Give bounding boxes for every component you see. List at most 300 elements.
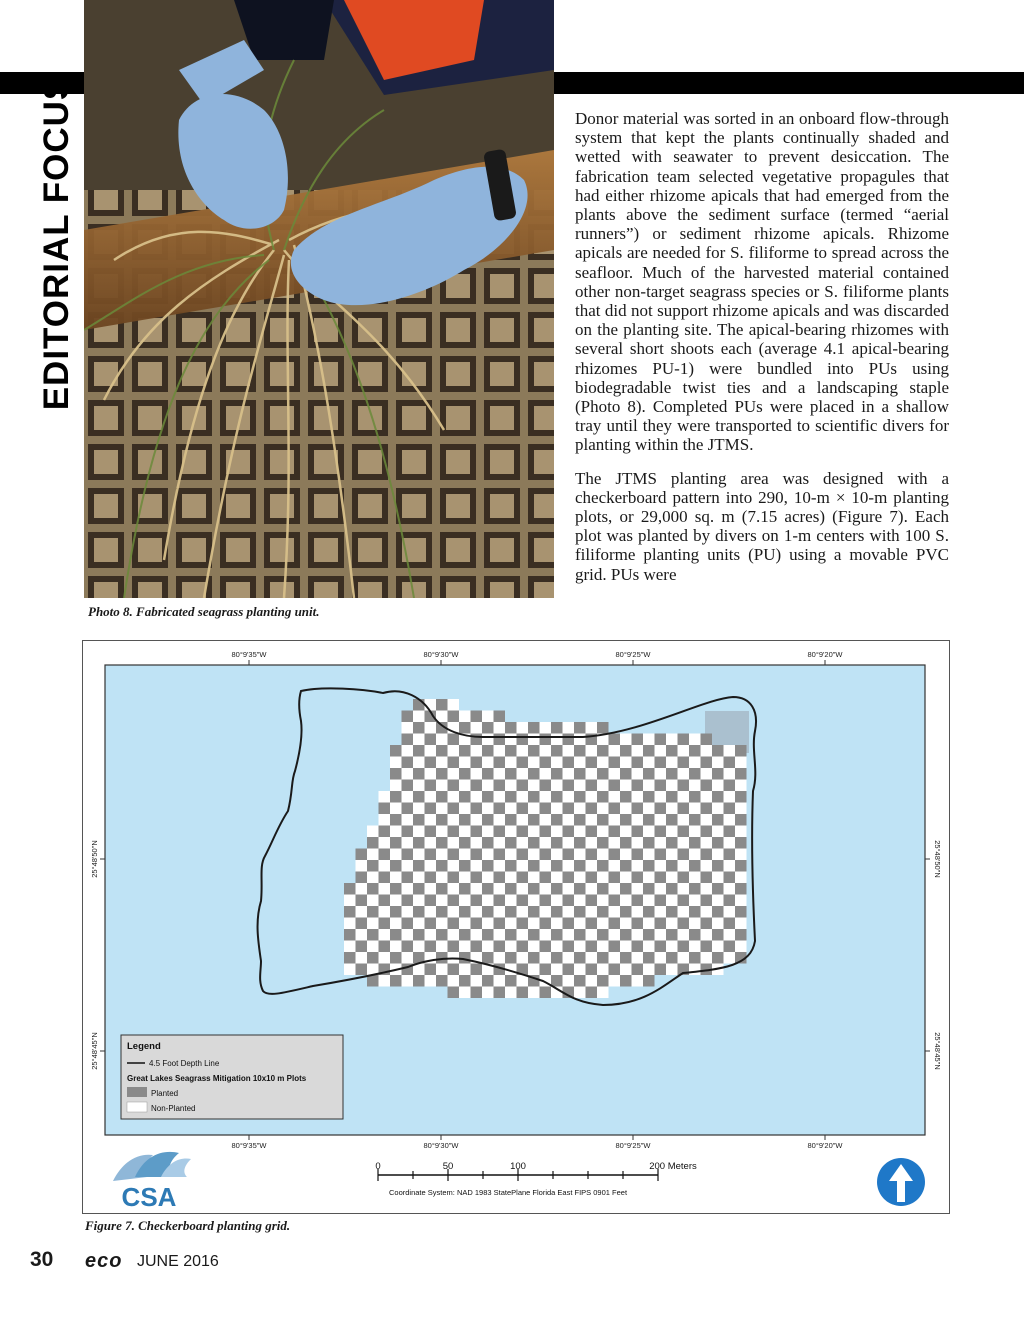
planted-plot: [356, 918, 368, 930]
planted-plot: [379, 918, 391, 930]
non-planted-plot: [425, 814, 437, 826]
planted-plot: [609, 849, 621, 861]
planted-plot: [413, 837, 425, 849]
seagrass-photo: [84, 0, 554, 598]
non-planted-plot: [712, 849, 724, 861]
non-planted-plot: [517, 883, 529, 895]
non-planted-plot: [344, 918, 356, 930]
planted-plot: [689, 929, 701, 941]
non-planted-plot: [609, 883, 621, 895]
planted-plot: [390, 837, 402, 849]
planted-plot: [448, 964, 460, 976]
non-planted-plot: [448, 837, 460, 849]
planted-plot: [482, 722, 494, 734]
planted-plot: [528, 906, 540, 918]
non-planted-plot: [459, 987, 471, 999]
non-planted-plot: [574, 826, 586, 838]
non-planted-plot: [482, 711, 494, 723]
planted-plot: [597, 975, 609, 987]
non-planted-plot: [689, 849, 701, 861]
planted-plot: [620, 837, 632, 849]
planted-plot: [666, 929, 678, 941]
planted-plot: [632, 872, 644, 884]
non-planted-plot: [528, 895, 540, 907]
non-planted-plot: [517, 952, 529, 964]
non-planted-plot: [609, 952, 621, 964]
non-planted-plot: [655, 952, 667, 964]
planted-plot: [494, 872, 506, 884]
planted-plot: [620, 814, 632, 826]
non-planted-plot: [574, 872, 586, 884]
planted-plot: [448, 757, 460, 769]
planted-plot: [413, 699, 425, 711]
planted-plot: [712, 791, 724, 803]
non-planted-plot: [551, 734, 563, 746]
planted-plot: [402, 711, 414, 723]
planted-plot: [436, 883, 448, 895]
planted-plot: [413, 906, 425, 918]
planted-plot: [735, 883, 747, 895]
non-planted-plot: [712, 941, 724, 953]
planted-plot: [494, 803, 506, 815]
non-planted-plot: [425, 745, 437, 757]
non-planted-plot: [586, 929, 598, 941]
coordinate-system: Coordinate System: NAD 1983 StatePlane Florida East FIPS 0901 Feet: [389, 1188, 628, 1197]
planted-plot: [574, 814, 586, 826]
planted-plot: [551, 837, 563, 849]
non-planted-plot: [735, 941, 747, 953]
planted-plot: [551, 952, 563, 964]
non-planted-plot: [356, 906, 368, 918]
non-planted-plot: [459, 849, 471, 861]
non-planted-plot: [379, 883, 391, 895]
non-planted-plot: [574, 803, 586, 815]
non-planted-plot: [540, 722, 552, 734]
planted-plot: [482, 860, 494, 872]
planted-plot: [655, 918, 667, 930]
non-planted-plot: [436, 872, 448, 884]
non-planted-plot: [528, 757, 540, 769]
planted-plot: [689, 814, 701, 826]
non-planted-plot: [574, 895, 586, 907]
planted-plot: [436, 837, 448, 849]
non-planted-plot: [413, 803, 425, 815]
non-planted-plot: [678, 768, 690, 780]
planted-plot: [540, 849, 552, 861]
planted-plot: [620, 929, 632, 941]
planted-plot: [494, 987, 506, 999]
non-planted-plot: [689, 757, 701, 769]
section-label: EDITORIAL FOCUS: [37, 75, 76, 411]
non-planted-plot: [712, 872, 724, 884]
planted-plot: [517, 918, 529, 930]
non-planted-plot: [597, 918, 609, 930]
planted-plot: [574, 975, 586, 987]
non-planted-plot: [390, 918, 402, 930]
planted-plot: [678, 803, 690, 815]
planted-plot: [505, 906, 517, 918]
non-planted-plot: [402, 952, 414, 964]
non-planted-plot: [425, 722, 437, 734]
planted-plot: [425, 780, 437, 792]
planted-plot: [643, 906, 655, 918]
planted-plot: [390, 791, 402, 803]
planted-plot: [471, 987, 483, 999]
non-planted-plot: [494, 929, 506, 941]
planted-plot: [459, 860, 471, 872]
non-planted-plot: [643, 757, 655, 769]
non-planted-plot: [563, 791, 575, 803]
non-planted-plot: [586, 745, 598, 757]
planted-plot: [402, 895, 414, 907]
planted-plot: [620, 768, 632, 780]
non-planted-plot: [551, 826, 563, 838]
planted-plot: [425, 941, 437, 953]
photo-caption: Photo 8. Fabricated seagrass planting unit.: [88, 604, 320, 619]
non-planted-plot: [735, 849, 747, 861]
non-planted-plot: [643, 895, 655, 907]
non-planted-plot: [413, 895, 425, 907]
non-planted-plot: [413, 757, 425, 769]
planted-plot: [724, 941, 736, 953]
non-planted-plot: [735, 895, 747, 907]
non-planted-plot: [471, 906, 483, 918]
planted-plot: [425, 849, 437, 861]
planted-plot: [505, 814, 517, 826]
planted-plot: [494, 826, 506, 838]
non-planted-plot: [448, 860, 460, 872]
non-planted-plot: [712, 918, 724, 930]
planted-plot: [505, 791, 517, 803]
planted-plot: [528, 768, 540, 780]
planted-plot: [540, 964, 552, 976]
planted-plot: [425, 895, 437, 907]
non-planted-plot: [436, 826, 448, 838]
planted-plot: [643, 791, 655, 803]
planted-plot: [540, 941, 552, 953]
non-planted-plot: [597, 757, 609, 769]
planted-plot: [448, 872, 460, 884]
lon-label-bottom: 80°9'30"W: [423, 1141, 459, 1150]
lon-label-top: 80°9'30"W: [423, 650, 459, 659]
non-planted-plot: [689, 895, 701, 907]
planted-plot: [678, 895, 690, 907]
planted-plot: [655, 872, 667, 884]
non-planted-plot: [494, 768, 506, 780]
non-planted-plot: [448, 791, 460, 803]
planted-plot: [620, 791, 632, 803]
planted-plot: [655, 849, 667, 861]
planted-plot: [735, 745, 747, 757]
lat-label-right: 25°48'45"N: [933, 1032, 942, 1070]
non-planted-plot: [528, 918, 540, 930]
non-planted-plot: [459, 780, 471, 792]
planted-plot: [712, 883, 724, 895]
non-planted-plot: [402, 837, 414, 849]
non-planted-plot: [517, 837, 529, 849]
non-planted-plot: [655, 791, 667, 803]
non-planted-plot: [701, 883, 713, 895]
planted-plot: [367, 837, 379, 849]
planted-plot: [563, 918, 575, 930]
non-planted-plot: [632, 883, 644, 895]
planted-plot: [574, 929, 586, 941]
non-planted-plot: [643, 872, 655, 884]
planted-plot: [632, 803, 644, 815]
planted-plot: [678, 757, 690, 769]
planted-plot: [724, 780, 736, 792]
planted-plot: [517, 941, 529, 953]
non-planted-plot: [413, 711, 425, 723]
non-planted-plot: [494, 722, 506, 734]
non-planted-plot: [344, 941, 356, 953]
non-planted-plot: [701, 768, 713, 780]
planted-plot: [540, 734, 552, 746]
planted-plot: [701, 941, 713, 953]
planted-plot: [471, 918, 483, 930]
non-planted-plot: [471, 975, 483, 987]
planted-plot: [609, 918, 621, 930]
planted-plot: [712, 814, 724, 826]
planted-plot: [643, 952, 655, 964]
planted-plot: [459, 745, 471, 757]
planted-plot: [586, 941, 598, 953]
non-planted-plot: [505, 780, 517, 792]
planted-plot: [528, 837, 540, 849]
planted-plot: [574, 883, 586, 895]
non-planted-plot: [471, 860, 483, 872]
planted-plot: [448, 987, 460, 999]
non-planted-plot: [528, 780, 540, 792]
planted-plot: [471, 849, 483, 861]
non-planted-plot: [586, 860, 598, 872]
planted-plot: [597, 814, 609, 826]
checkerboard-grid: [344, 699, 747, 998]
non-planted-plot: [551, 964, 563, 976]
non-planted-plot: [436, 780, 448, 792]
planted-plot: [735, 929, 747, 941]
planted-plot: [609, 964, 621, 976]
planted-plot: [551, 929, 563, 941]
non-planted-plot: [655, 837, 667, 849]
planted-plot: [448, 780, 460, 792]
planted-plot: [436, 929, 448, 941]
non-planted-plot: [574, 734, 586, 746]
planted-plot: [563, 734, 575, 746]
non-planted-plot: [701, 791, 713, 803]
non-planted-plot: [517, 929, 529, 941]
non-planted-plot: [563, 768, 575, 780]
non-planted-plot: [643, 941, 655, 953]
planted-plot: [597, 952, 609, 964]
planted-plot: [666, 906, 678, 918]
planted-plot: [586, 895, 598, 907]
planted-plot: [379, 941, 391, 953]
non-planted-plot: [482, 941, 494, 953]
non-planted-plot: [678, 814, 690, 826]
non-planted-plot: [678, 929, 690, 941]
non-planted-plot: [551, 849, 563, 861]
non-planted-plot: [459, 964, 471, 976]
planted-plot: [436, 745, 448, 757]
planted-plot: [701, 780, 713, 792]
planted-plot: [724, 757, 736, 769]
planted-plot: [459, 906, 471, 918]
planted-plot: [678, 826, 690, 838]
planted-plot: [678, 872, 690, 884]
scale-tick-label: 50: [442, 1161, 454, 1172]
planted-plot: [689, 860, 701, 872]
lon-label-bottom: 80°9'35"W: [231, 1141, 267, 1150]
planted-plot: [597, 929, 609, 941]
planted-plot: [390, 768, 402, 780]
non-planted-plot: [643, 918, 655, 930]
planted-plot: [459, 929, 471, 941]
planted-plot: [597, 906, 609, 918]
planted-plot: [666, 768, 678, 780]
non-planted-plot: [609, 814, 621, 826]
planted-plot: [471, 757, 483, 769]
non-planted-plot: [643, 780, 655, 792]
non-planted-plot: [356, 929, 368, 941]
planted-plot: [471, 964, 483, 976]
non-planted-plot: [609, 791, 621, 803]
planted-plot: [482, 906, 494, 918]
non-planted-plot: [402, 814, 414, 826]
planted-plot: [586, 757, 598, 769]
non-planted-plot: [563, 814, 575, 826]
planted-plot: [666, 814, 678, 826]
non-planted-plot: [689, 826, 701, 838]
planted-plot: [574, 791, 586, 803]
planted-plot: [528, 814, 540, 826]
planted-plot: [597, 745, 609, 757]
planted-plot: [597, 768, 609, 780]
planted-plot: [586, 964, 598, 976]
lat-label-right: 25°48'50"N: [933, 840, 942, 878]
planted-plot: [609, 780, 621, 792]
planted-plot: [517, 849, 529, 861]
planted-plot: [632, 849, 644, 861]
non-planted-plot: [459, 803, 471, 815]
non-planted-plot: [586, 883, 598, 895]
non-planted-plot: [390, 780, 402, 792]
planted-plot: [632, 780, 644, 792]
non-planted-plot: [609, 837, 621, 849]
planted-plot: [586, 918, 598, 930]
non-planted-plot: [574, 964, 586, 976]
non-planted-plot: [666, 803, 678, 815]
planted-plot: [402, 872, 414, 884]
planted-plot: [494, 941, 506, 953]
planted-plot: [494, 734, 506, 746]
planted-plot: [689, 883, 701, 895]
non-planted-plot: [655, 768, 667, 780]
planted-plot: [471, 780, 483, 792]
non-planted-plot: [689, 918, 701, 930]
planting-grid-map: [82, 640, 950, 1214]
planted-plot: [425, 734, 437, 746]
planted-plot: [379, 895, 391, 907]
planted-plot: [551, 906, 563, 918]
planted-plot: [597, 883, 609, 895]
planted-plot: [563, 803, 575, 815]
non-planted-plot: [597, 941, 609, 953]
planted-plot: [632, 918, 644, 930]
planted-plot: [678, 849, 690, 861]
non-planted-plot: [643, 803, 655, 815]
planted-plot: [367, 952, 379, 964]
non-planted-plot: [609, 975, 621, 987]
scale-bar: [375, 1161, 697, 1197]
non-planted-plot: [735, 872, 747, 884]
scale-tick-label: 0: [375, 1161, 381, 1172]
non-planted-plot: [436, 757, 448, 769]
non-planted-plot: [712, 757, 724, 769]
planted-plot: [551, 814, 563, 826]
non-planted-plot: [655, 929, 667, 941]
planted-plot: [678, 918, 690, 930]
non-planted-plot: [551, 757, 563, 769]
non-planted-plot: [540, 814, 552, 826]
non-planted-plot: [597, 964, 609, 976]
planted-plot: [678, 780, 690, 792]
non-planted-plot: [528, 734, 540, 746]
planted-plot: [413, 975, 425, 987]
non-planted-plot: [459, 918, 471, 930]
planted-plot: [505, 929, 517, 941]
planted-plot: [494, 895, 506, 907]
planted-plot: [402, 826, 414, 838]
planted-plot: [471, 734, 483, 746]
non-planted-plot: [459, 895, 471, 907]
non-planted-plot: [540, 952, 552, 964]
non-planted-plot: [379, 791, 391, 803]
planted-plot: [712, 860, 724, 872]
non-planted-plot: [678, 860, 690, 872]
planted-plot: [597, 722, 609, 734]
planted-plot: [482, 768, 494, 780]
planted-plot: [390, 906, 402, 918]
non-planted-plot: [436, 734, 448, 746]
planted-plot: [494, 849, 506, 861]
non-planted-plot: [494, 975, 506, 987]
planted-plot: [609, 757, 621, 769]
planted-plot: [735, 860, 747, 872]
planted-plot: [356, 872, 368, 884]
planted-plot: [425, 964, 437, 976]
planted-plot: [505, 722, 517, 734]
planted-plot: [459, 975, 471, 987]
planted-plot: [563, 895, 575, 907]
planted-plot: [448, 941, 460, 953]
non-planted-plot: [367, 941, 379, 953]
lat-label-left: 25°48'45"N: [90, 1032, 99, 1070]
planted-plot: [482, 952, 494, 964]
planted-plot: [701, 826, 713, 838]
planted-plot: [586, 826, 598, 838]
lon-label-top: 80°9'20"W: [807, 650, 843, 659]
planted-plot: [701, 895, 713, 907]
non-planted-plot: [712, 826, 724, 838]
non-planted-plot: [540, 860, 552, 872]
planted-plot: [735, 791, 747, 803]
non-planted-plot: [540, 883, 552, 895]
non-planted-plot: [632, 860, 644, 872]
non-planted-plot: [620, 826, 632, 838]
planted-plot: [724, 826, 736, 838]
lon-label-bottom: 80°9'25"W: [615, 1141, 651, 1150]
